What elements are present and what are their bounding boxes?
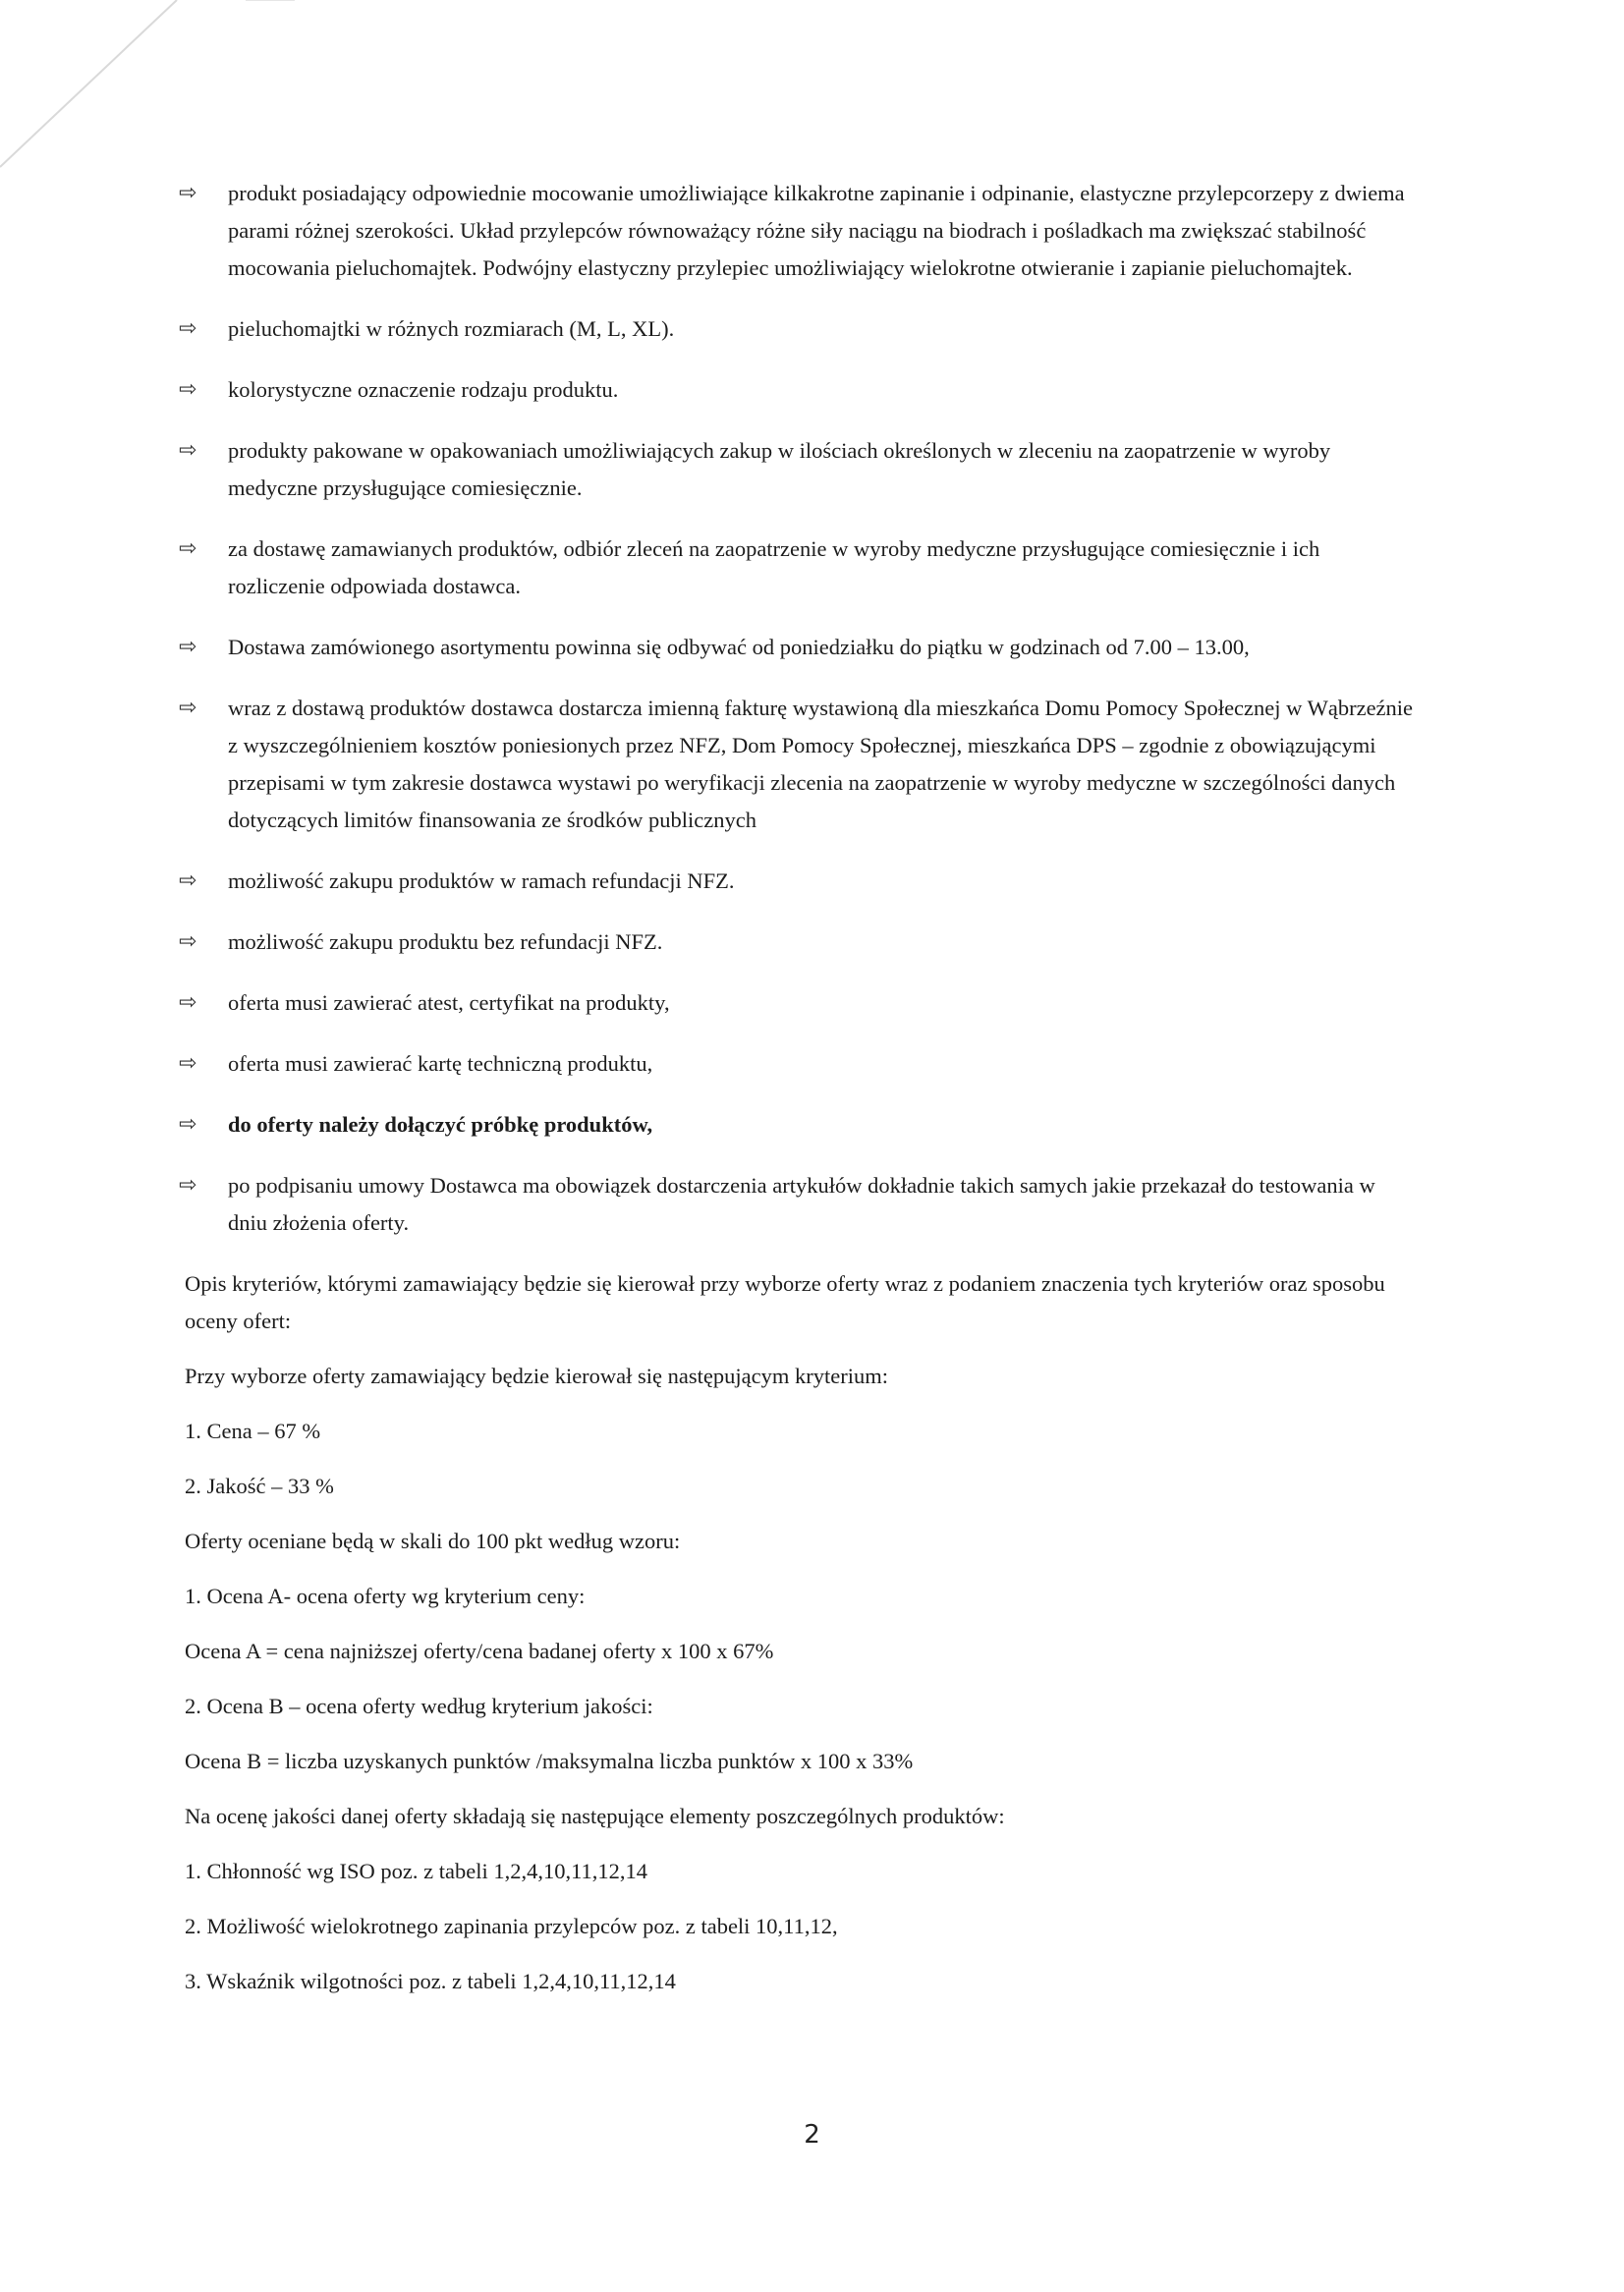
right-arrow-outline-icon: ⇨ xyxy=(179,929,197,954)
document-page xyxy=(179,175,1417,2018)
list-item xyxy=(179,984,1417,1022)
list-item-text: oferta musi zawierać atest, certyfikat na produkty, xyxy=(228,990,670,1015)
list-item-text: oferta musi zawierać kartę techniczną produktu, xyxy=(228,1051,653,1076)
list-item-text: możliwość zakupu produktu bez refundacji NFZ. xyxy=(228,929,663,954)
score-b-heading: 2. Ocena B – ocena oferty według kryterium jakości: xyxy=(185,1694,653,1718)
list-item-text: możliwość zakupu produktów w ramach refundacji NFZ. xyxy=(228,868,735,893)
list-item-text: produkt posiadający odpowiednie mocowanie umożliwiające kilkakrotne zapinanie i odpinanie, elastyczne przylepcorzepy z dwiema parami różnej szerokości. Układ przylepców równoważący różne siły naciągu na biodrach i pośladkach ma zwiększać stabilność mocowania pieluchomajtek. Podwójny elastyczny przylepiec umożliwiający wielokrotne otwieranie i zapianie pieluchomajtek. xyxy=(228,181,1405,280)
right-arrow-outline-icon: ⇨ xyxy=(179,316,197,341)
right-arrow-outline-icon: ⇨ xyxy=(179,868,197,893)
right-arrow-outline-icon: ⇨ xyxy=(179,696,197,720)
right-arrow-outline-icon: ⇨ xyxy=(179,635,197,659)
list-item-text: Dostawa zamówionego asortymentu powinna się odbywać od poniedziałku do piątku w godzinach od 7.00 – 13.00, xyxy=(228,635,1250,659)
scoring-scale: Oferty oceniane będą w skali do 100 pkt według wzoru: xyxy=(185,1529,681,1553)
list-item xyxy=(179,531,1417,605)
quality-element-1: 1. Chłonność wg ISO poz. z tabeli 1,2,4,10,11,12,14 xyxy=(185,1859,647,1883)
list-item xyxy=(179,310,1417,348)
criterion-price: 1. Cena – 67 % xyxy=(185,1419,321,1443)
requirements-list xyxy=(179,175,1417,1242)
right-arrow-outline-icon: ⇨ xyxy=(179,438,197,463)
list-item-text: do oferty należy dołączyć próbkę produktów, xyxy=(228,1112,653,1137)
list-item xyxy=(179,1045,1417,1083)
right-arrow-outline-icon: ⇨ xyxy=(179,1112,197,1137)
list-item xyxy=(179,1106,1417,1144)
right-arrow-outline-icon: ⇨ xyxy=(179,990,197,1015)
criteria-statement: Przy wyborze oferty zamawiający będzie kierował się następującym kryterium: xyxy=(185,1364,888,1388)
score-b-formula: Ocena B = liczba uzyskanych punktów /maksymalna liczba punktów x 100 x 33% xyxy=(185,1749,914,1773)
list-item-text: pieluchomajtki w różnych rozmiarach (M, L, XL). xyxy=(228,316,675,341)
list-item-text: za dostawę zamawianych produktów, odbiór zleceń na zaopatrzenie w wyroby medyczne przysługujące comiesięcznie i ich rozliczenie odpowiada dostawca. xyxy=(228,536,1320,598)
right-arrow-outline-icon: ⇨ xyxy=(179,1051,197,1076)
quality-elements-intro: Na ocenę jakości danej oferty składają się następujące elementy poszczególnych produktów: xyxy=(185,1804,1005,1828)
right-arrow-outline-icon: ⇨ xyxy=(179,377,197,402)
list-item-text: produkty pakowane w opakowaniach umożliwiających zakup w ilościach określonych w zleceniu na zaopatrzenie w wyroby medyczne przysługujące comiesięcznie. xyxy=(228,438,1331,500)
list-item xyxy=(179,863,1417,900)
list-item-text: po podpisaniu umowy Dostawca ma obowiązek dostarczenia artykułów dokładnie takich samych jakie przekazał do testowania w dniu złożenia oferty. xyxy=(228,1173,1375,1235)
list-item xyxy=(179,371,1417,409)
list-item xyxy=(179,175,1417,287)
list-item xyxy=(179,629,1417,666)
list-item xyxy=(179,690,1417,839)
quality-element-2: 2. Możliwość wielokrotnego zapinania przylepców poz. z tabeli 10,11,12, xyxy=(185,1914,838,1938)
score-a-heading: 1. Ocena A- ocena oferty wg kryterium ceny: xyxy=(185,1584,586,1608)
quality-element-3: 3. Wskaźnik wilgotności poz. z tabeli 1,2,4,10,11,12,14 xyxy=(185,1969,676,1993)
list-item xyxy=(179,923,1417,961)
criteria-intro: Opis kryteriów, którymi zamawiający będzie się kierował przy wyborze oferty wraz z podaniem znaczenia tych kryteriów oraz sposobu oceny ofert: xyxy=(185,1271,1385,1333)
right-arrow-outline-icon: ⇨ xyxy=(179,1173,197,1198)
list-item xyxy=(179,1167,1417,1242)
criterion-quality: 2. Jakość – 33 % xyxy=(185,1474,334,1498)
right-arrow-outline-icon: ⇨ xyxy=(179,536,197,561)
list-item-text: wraz z dostawą produktów dostawca dostarcza imienną fakturę wystawioną dla mieszkańca Domu Pomocy Społecznej w Wąbrzeźnie z wyszczególnieniem kosztów poniesionych przez NFZ, Dom Pomocy Społecznej, mieszkańca DPS – zgodnie z obowiązującymi przepisami w tym zakresie dostawca wystawi po weryfikacji zlecenia na zaopatrzenie w wyroby medyczne w szczególności danych dotyczących limitów finansowania ze środków publicznych xyxy=(228,696,1414,832)
score-a-formula: Ocena A = cena najniższej oferty/cena badanej oferty x 100 x 67% xyxy=(185,1639,774,1663)
right-arrow-outline-icon: ⇨ xyxy=(179,181,197,205)
page-number: 2 xyxy=(804,2120,820,2150)
list-item-text: kolorystyczne oznaczenie rodzaju produktu. xyxy=(228,377,619,402)
list-item xyxy=(179,432,1417,507)
